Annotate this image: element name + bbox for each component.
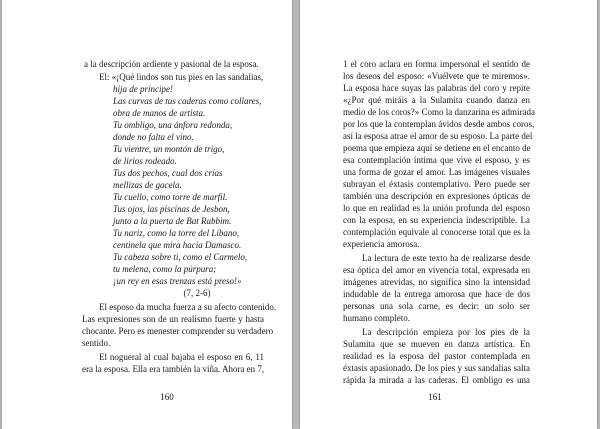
body-line: La descripción empieza por los pies de la — [362, 327, 530, 337]
verse-line: tu melena, como la púrpura; — [113, 264, 217, 274]
body-line: humano completo. — [343, 313, 410, 323]
body-line: así la esposa atrae el amor de su esposo. La parte del — [343, 131, 533, 141]
body-line: era la esposa. Ella era también la viña. Ahora en 7, — [82, 364, 265, 374]
verse-line: ¡un rey en esas trenzas está preso!» — [113, 276, 242, 286]
page-number: 161 — [428, 392, 442, 402]
body-line: una forma de gozar el amor. Las imágenes visuales — [343, 167, 530, 177]
verse-line: junto a la puerta de Bat Rabbim. — [113, 216, 232, 226]
body-line: subrayan el éxtasis contemplativo. Pero puede ser — [343, 179, 530, 189]
body-line: indudable de la entrega amorosa que hace de dos — [343, 289, 530, 299]
verse-line: obra de manos de artista. — [113, 108, 206, 118]
verse-line: Tus dos pechos, cual dos crías — [113, 168, 223, 178]
body-line: imágenes atrevidas, no significa sino la intensidad — [343, 277, 530, 287]
verse-line: centinela que mira hacia Damasco. — [113, 240, 242, 250]
verse-line: mellizas de gacela. — [113, 180, 182, 190]
verse-line: Las curvas de tus caderas como collares, — [113, 96, 262, 106]
body-line: El: «¡Qué lindos son tus pies en las sandalias, — [99, 72, 264, 82]
body-line: éxtasis apasionado. De los pies y sus sandalias salta — [343, 363, 530, 373]
body-line: El esposo da mucha fuerza a su afecto contenido. — [99, 302, 277, 312]
body-line: «¿Por qué miráis a la Sulamita cuando danza en — [343, 95, 530, 105]
body-line: esa óptica del amor en vivencia total, expresada en — [343, 265, 530, 275]
body-line: sentido. — [82, 338, 111, 348]
body-line: 1 el coro aclara en forma impersonal el sentido de — [343, 59, 530, 69]
body-line: por los que la contemplan ávidos desde ambos coros, — [343, 119, 535, 129]
body-line: chocante. Pero es menester comprender su verdadero — [82, 326, 274, 336]
verse-line: Tu ombligo, una ánfora redonda, — [113, 120, 233, 130]
verse-reference: (7, 2-6) — [183, 288, 211, 298]
body-line: El nogueral al cual bajaba el esposo en 6, 11 — [99, 352, 264, 362]
verse-line: Tu nariz, como la torre del Líbano, — [113, 228, 240, 238]
body-line: La lectura de este texto ha de realizarse desde — [362, 253, 530, 263]
body-line: esa contemplación íntima que vive el esposo, y es — [343, 155, 530, 165]
page-number: 160 — [160, 392, 174, 402]
body-line: Sulamita que se mueven en danza artística. En — [343, 339, 530, 349]
body-line: lo que en realidad es la unión profunda del esposo — [343, 203, 530, 213]
body-line: La esposa hace suyas las palabras del coro y repite — [343, 83, 530, 93]
verse-line: Tu cabeza sobre ti, como el Carmelo, — [113, 252, 248, 262]
verse-line: de lirios rodeado. — [113, 156, 177, 166]
verse-line: Tus ojos, las piscinas de Jesbon, — [113, 204, 230, 214]
body-line: rápida la mirada a las caderas. El ombligo es una — [343, 375, 530, 385]
body-line: medio de los coros?» Como la danzarina es admirada — [343, 107, 535, 117]
body-line: a la descripción ardiente y pasional de la esposa. — [84, 59, 259, 69]
body-line: realidad es la esposa del pastor contemplada en — [343, 351, 530, 361]
body-line: los deseos del esposo: «Vuélvete que te miremos». — [343, 71, 530, 81]
verse-line: Tu cuello, como torre de marfil. — [113, 192, 228, 202]
verse-line: donde no falta el vino. — [113, 132, 194, 142]
body-line: Las expresiones son de un realismo fuerte y hasta — [82, 314, 264, 324]
body-line: poema que empieza aquí se detiene en el encanto de — [343, 143, 531, 153]
verse-line: Tu vientre, un montón de trigo, — [113, 144, 225, 154]
body-line: contemplación equivale al conocerse total que es la — [343, 227, 530, 237]
right-page — [300, 0, 597, 429]
left-page — [2, 0, 292, 429]
body-line: experiencia amorosa. — [343, 239, 420, 249]
body-line: personas una sola carne, es decir: un solo ser — [343, 301, 530, 311]
verse-line: hija de príncipe! — [113, 84, 173, 94]
body-line: también una descripción en expresiones ópticas de — [343, 191, 530, 201]
body-line: con la esposa, en su experiencia indescriptible. La — [343, 215, 530, 225]
